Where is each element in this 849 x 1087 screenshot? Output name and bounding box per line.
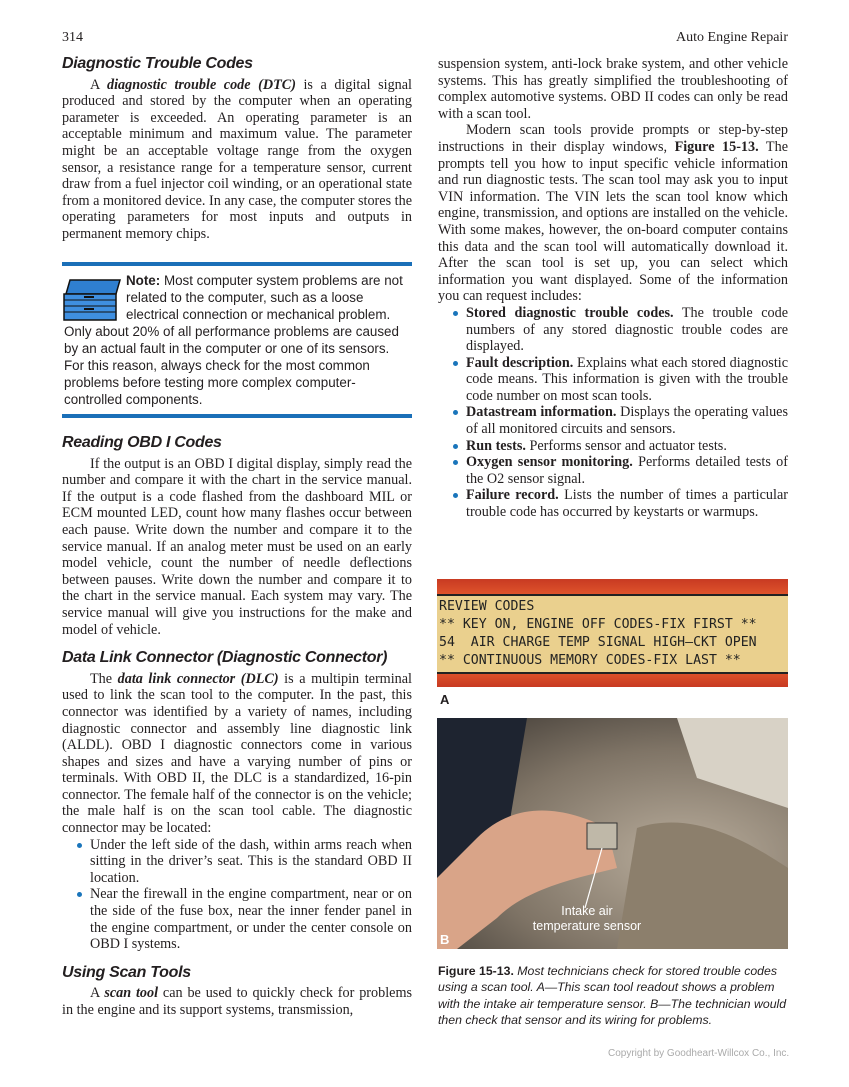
paragraph: If the output is an OBD I digital display, simply read the number and compare it with the chart in the service manual. If the output is a code flashed from the dashboard MIL or ECM mounted LED, count how many flashes occur between each pause. Write down the number and compare it to the service manual. If an analog meter must be used on an early model vehicle, count the number of needle deflections between pauses. Write down the number and compare it to the chart in the service manual. Each system may vary. The service manual will give you instructions for the make and model of vehicle. bbox=[62, 455, 412, 638]
key-term: scan tool bbox=[104, 985, 159, 1002]
figure-label-a: A bbox=[440, 692, 450, 707]
paragraph bbox=[438, 122, 788, 305]
scan-tool-display-image bbox=[437, 579, 788, 687]
text: A bbox=[90, 76, 108, 93]
text: Lists the number of times a particular trouble code has occurred by keystarts or warmups. bbox=[466, 487, 788, 521]
text: is a multipin terminal used to link the scan tool to the computer. In the past, this connector was identified by a variety of names, including diagnostic connector and assembly line diagnostic link (ALDL). OBD I diagnostic connectors come in various shapes and sizes and have a varying number of pins or terminals. With OBD II, the DLC is a standardized, 16-pin connector. The female half of the connector is on the vehicle; the male half is on the scan tool cable. The diagnostic connector may be located: bbox=[62, 670, 412, 837]
text: A bbox=[90, 985, 105, 1002]
paragraph: suspension system, anti-lock brake system, and other vehicle systems. This has greatly simplified the troubleshooting of complex automotive systems. OBD II codes can only be read with a scan tool. bbox=[438, 56, 788, 122]
display-line: ** KEY ON, ENGINE OFF CODES-FIX FIRST ** bbox=[439, 617, 757, 632]
list-item: Under the left side of the dash, within arms reach when sitting in the driver’s seat. This is the standard OBD II location. bbox=[90, 836, 412, 886]
paragraph bbox=[62, 77, 412, 243]
figure-label-b: B bbox=[440, 932, 450, 947]
bullet-list bbox=[62, 837, 412, 953]
note-box bbox=[62, 262, 412, 418]
text: Performs detailed tests of the O2 sensor signal. bbox=[466, 454, 788, 487]
section-heading: Reading OBD I Codes bbox=[62, 434, 222, 451]
list-item bbox=[466, 305, 788, 355]
running-header: Auto Engine Repair bbox=[676, 30, 788, 45]
key-term: diagnostic trouble code (DTC) bbox=[107, 76, 296, 93]
bullet-list bbox=[438, 305, 788, 521]
scan-tool-screen bbox=[437, 594, 788, 674]
copyright: Copyright by Goodheart-Willcox Co., Inc. bbox=[608, 1048, 790, 1059]
bullet-term: Datastream information. bbox=[466, 404, 617, 421]
figure-caption bbox=[438, 963, 790, 1029]
list-item bbox=[466, 355, 788, 405]
list-item: Near the firewall in the engine compartment, near or on the side of the fuse box, near the inner fender panel in the engine compartment, or under the center console on OBD I systems. bbox=[90, 886, 412, 953]
text: Performs sensor and actuator tests. bbox=[525, 437, 727, 454]
display-line: 54 AIR CHARGE TEMP SIGNAL HIGH—CKT OPEN bbox=[439, 635, 757, 650]
figure-reference: Figure 15-13. bbox=[674, 138, 759, 155]
callout-line: temperature sensor bbox=[532, 919, 642, 933]
caption-text: Most technicians check for stored trouble codes using a scan tool. A—This scan tool readout shows a problem with the intake air temperature sensor. B—The technician would then check that sensor and its wiring for problems. bbox=[438, 964, 787, 1028]
bullet-term: Oxygen sensor monitoring. bbox=[466, 454, 633, 471]
left-column-lower bbox=[62, 435, 412, 1019]
bullet-term: Failure record. bbox=[466, 487, 559, 504]
right-column bbox=[438, 56, 788, 521]
text: can be used to quickly check for problems in the engine and its support systems, transmission, bbox=[62, 985, 412, 1018]
paragraph bbox=[62, 671, 412, 837]
bullet-term: Run tests. bbox=[466, 437, 526, 454]
text: The prompts tell you how to input specific vehicle information and run diagnostic tests. The scan tool may ask you to input VIN information. The VIN lets the scan tool know which engine, transmission, and options are installed on the vehicle. With some makes, however, the on-board computer contains this data and the scan tool will automatically download it. After the scan tool is set up, you can select which information you want displayed. Some of the information you can request includes: bbox=[438, 138, 788, 305]
list-item bbox=[466, 438, 788, 455]
page-number: 314 bbox=[62, 30, 83, 45]
text: The trouble code numbers of any stored diagnostic trouble codes are displayed. bbox=[466, 304, 788, 355]
text: The bbox=[90, 670, 118, 687]
text: is a digital signal produced and stored by the computer when an operating parameter is exceeded. An operating parameter is an acceptable minimum and maximum value. The parameter might be an acceptable voltage range from the oxygen sensor, a resistance range for a temperature sensor, current draw from a fuel injector coil winding, or an operational state from a monitored device. In any case, the computer stores the operating parameters for most inputs and outputs in permanent memory chips. bbox=[62, 76, 413, 242]
text: Displays the operating values of all monitored circuits and sensors. bbox=[466, 404, 788, 438]
bullet-term: Fault description. bbox=[466, 354, 574, 371]
key-term: data link connector (DLC) bbox=[117, 670, 279, 687]
bullet-term: Stored diagnostic trouble codes. bbox=[466, 304, 674, 321]
toolbox-icon bbox=[62, 278, 122, 322]
list-item bbox=[466, 487, 788, 520]
note-label: Note: bbox=[126, 273, 161, 288]
caption-label: Figure 15-13. bbox=[438, 964, 514, 978]
display-line: REVIEW CODES bbox=[439, 599, 535, 614]
note-text: Most computer system problems are not related to the computer, such as a loose electrical connection or mechanical problem. Only about 20% of all performance problems are caused by an actual fault in the computer or one of its sensors. For this reason, always check for the most common problems before testing more complex computer-controlled components. bbox=[64, 273, 403, 407]
text: Modern scan tools provide prompts or step-by-step instructions in their display windows, bbox=[438, 122, 788, 155]
sensor-photo bbox=[437, 718, 788, 949]
section-heading: Using Scan Tools bbox=[62, 963, 191, 981]
callout-line: Intake air bbox=[561, 904, 613, 918]
paragraph bbox=[62, 985, 412, 1018]
list-item bbox=[466, 454, 788, 487]
section-heading: Diagnostic Trouble Codes bbox=[62, 55, 253, 72]
text: Explains what each stored diagnostic code means. This information is given with the trouble code number on most scan tools. bbox=[466, 354, 788, 404]
display-line: ** CONTINUOUS MEMORY CODES-FIX LAST ** bbox=[439, 653, 741, 668]
section-heading: Data Link Connector (Diagnostic Connector) bbox=[62, 649, 388, 667]
list-item bbox=[466, 404, 788, 437]
callout-label bbox=[437, 904, 737, 934]
left-column bbox=[62, 56, 412, 243]
